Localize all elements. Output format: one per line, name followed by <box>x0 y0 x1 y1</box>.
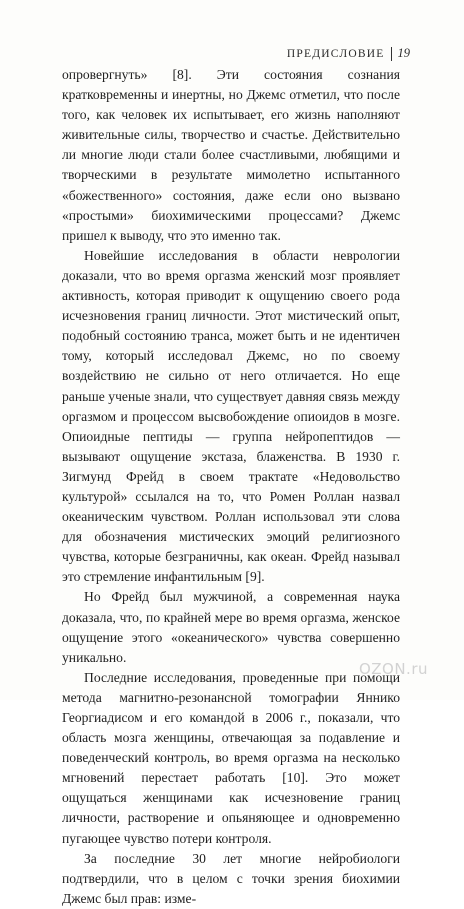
ozon-watermark: OZON.ru <box>358 660 428 678</box>
paragraph-4: Последние исследования, проведенные при помощи метода магнитно-резонансной томографии Яннико Георгиадисом и его командой в 2006 г., показали, что область мозга женщины, отвечающая за подавление и поведенческий контроль, во время оргазма на несколько мгновений перестает работать [10]. Это может ощущаться женщинами как исчезновение границ личности, растворение и опьяняющее и одновременно пугающее чувство потери контроля. <box>62 669 400 846</box>
paragraph-2: Новейшие исследования в области неврологии доказали, что во время оргазма женский мозг проявляет активность, которая приводит к ощущению своего рода исчезновения границ личности. Этот мистический опыт, подобный состоянию транса, может быть и не идентичен тому, который исследовал Джемс, но по своему воздействию не сильно от него отличается. Но еще раньше ученые знали, что существует давняя связь между оргазмом и процессом высвобождение опиоидов в мозге. Опиоидные пептиды — группа нейропептидов — вызывают ощущение экстаза, блаженства. В 1930 г. Зигмунд Фрейд в своем трактате «Недовольство культурой» ссылался на то, что Ромен Роллан назвал океаническим чувством. Роллан использовал эти слова для обозначения мистических эмоций религиозного чувства, которые безграничны, как океан. Фрейд называл это стремление инфантильным [9]. <box>62 247 400 585</box>
header-divider <box>391 47 392 61</box>
section-title: ПРЕДИСЛОВИЕ <box>286 47 385 60</box>
paragraph-5: За последние 30 лет многие нейробиологи подтвердили, что в целом с точки зрения биохимии Джемс был прав: изме- <box>62 850 400 906</box>
paragraph-1: опровергнуть» [8]. Эти состояния сознания кратковременны и инертны, но Джемс отметил, что после того, как человек их испытывает, его жизнь наполняют живительные силы, творчество и счастье. Действительно ли многие люди стали более счастливыми, любящими и творческими в результате мимолетно испытанного «божественного» состояния, даже если оно вызвано «простыми» биохимическими процессами? Джемс пришел к выводу, что это именно так. <box>62 67 400 243</box>
body-text <box>62 65 400 909</box>
page-number: 19 <box>397 46 410 60</box>
paragraph-3: Но Фрейд был мужчиной, а современная наука доказала, что, по крайней мере во время оргазма, женское ощущение этого «океанического» чувства совершенно уникально. <box>62 589 400 665</box>
running-header <box>287 46 410 61</box>
